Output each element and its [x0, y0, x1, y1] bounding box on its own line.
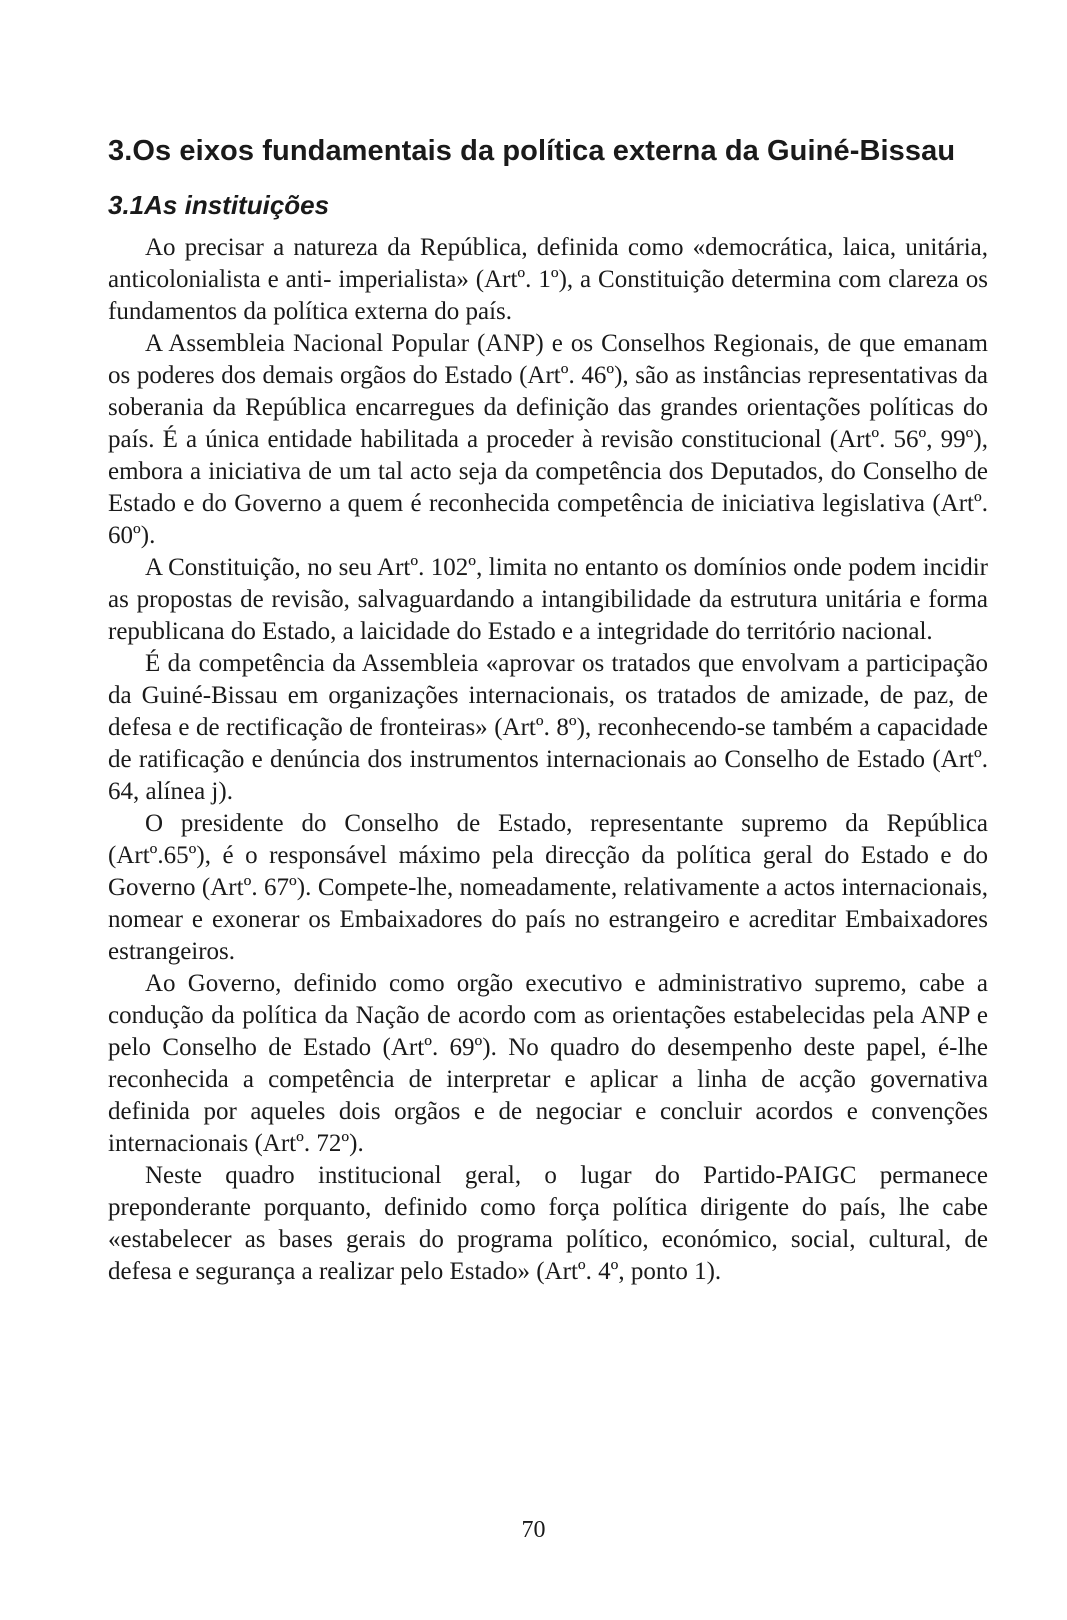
body-text — [108, 232, 988, 1288]
paragraph: Ao Governo, definido como orgão executivo e administrativo supremo, cabe a condução da política da Nação de acordo com as orientações estabelecidas pela ANP e pelo Conselho de Estado (Artº. 69º). No quadro do desempenho deste papel, é-lhe reconhecida a competência de interpretar e aplicar a linha de acção governativa definida por aqueles dois orgãos e de negociar e concluir acordos e convenções internacionais (Artº. 72º). — [108, 970, 988, 1157]
paragraph: Neste quadro institucional geral, o lugar do Partido-PAIGC permanece preponderante porquanto, definido como força política dirigente do país, lhe cabe «estabelecer as bases gerais do programa político, económico, social, cultural, de defesa e segurança a realizar pelo Estado» (Artº. 4º, ponto 1). — [108, 1162, 988, 1285]
paragraph: Ao precisar a natureza da República, definida como «democrática, laica, unitária, anticolonialista e anti- imperialista» (Artº. 1º), a Constituição determina com clareza os fundamentos da política externa do país. — [108, 234, 988, 325]
subsection-heading: 3.1As instituições — [108, 190, 330, 220]
paragraph: A Constituição, no seu Artº. 102º, limita no entanto os domínios onde podem incidir as propostas de revisão, salvaguardando a intangibilidade da estrutura unitária e forma republicana do Estado, a laicidade do Estado e a integridade do território nacional. — [108, 554, 988, 645]
page-number: 70 — [521, 1517, 546, 1543]
section-heading: 3.Os eixos fundamentais da política externa da Guiné-Bissau — [108, 135, 956, 167]
paragraph: É da competência da Assembleia «aprovar os tratados que envolvam a participação da Guiné-Bissau em organizações internacionais, os tratados de amizade, de paz, de defesa e de rectificação de fronteiras» (Artº. 8º), reconhecendo-se também a capacidade de ratificação e denúncia dos instrumentos internacionais ao Conselho de Estado (Artº. 64, alínea j). — [108, 650, 988, 805]
paragraph: A Assembleia Nacional Popular (ANP) e os Conselhos Regionais, de que emanam os poderes dos demais orgãos do Estado (Artº. 46º), são as instâncias representativas da soberania da República encarregues da definição das grandes orientações políticas do país. É a única entidade habilitada a proceder à revisão constitucional (Artº. 56º, 99º), embora a iniciativa de um tal acto seja da competência dos Deputados, do Conselho de Estado e do Governo a quem é reconhecida competência de iniciativa legislativa (Artº. 60º). — [108, 330, 988, 549]
paragraph: O presidente do Conselho de Estado, representante supremo da República (Artº.65º), é o responsável máximo pela direcção da política geral do Estado e do Governo (Artº. 67º). Compete-lhe, nomeadamente, relativamente a actos internacionais, nomear e exonerar os Embaixadores do país no estrangeiro e acreditar Embaixadores estrangeiros. — [108, 810, 988, 965]
